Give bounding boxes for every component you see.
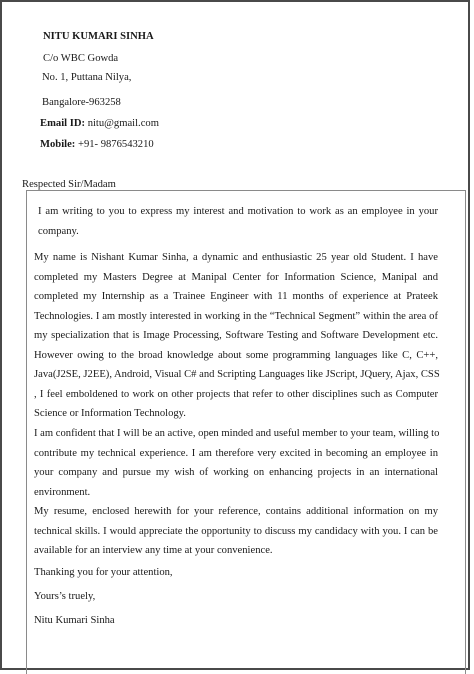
paragraph-line: However owing to the broad knowledge about some programming languages like C, C++,: [34, 349, 438, 361]
sender-mobile: [40, 139, 154, 151]
sender-address-line1: C/o WBC Gowda: [43, 53, 119, 64]
paragraph-line: completed my Internship as a Trainee Engineer with 11 months of experience at Prateek: [34, 291, 438, 302]
sender-name: NITU KUMARI SINHA: [43, 31, 154, 42]
sender-email: [40, 118, 159, 130]
paragraph-background: [34, 248, 438, 424]
paragraph-line: your company and pursue my wish of working on enhancing projects in an international: [34, 467, 438, 478]
paragraph-line: my specialization that is Image Processing, Software Testing and Software Development etc.: [34, 330, 438, 341]
paragraph-line: contribute my technical experience. I am therefore very excited in becoming an employee in: [34, 447, 438, 459]
paragraph-line: technical skills. I would appreciate the opportunity to discuss my candidacy with you. I can be: [34, 525, 438, 537]
paragraph-line: available for an interview any time at your convenience.: [34, 545, 273, 556]
paragraph-line: My name is Nishant Kumar Sinha, a dynamic and enthusiastic 25 year old Student. I have: [34, 252, 438, 263]
paragraph-line: I am confident that I will be an active, open minded and useful member to your team, willing to: [34, 428, 440, 439]
paragraph-line: Technologies. I am mostly interested in working in the “Technical Segment” within the area of: [34, 310, 438, 322]
paragraph-line: completed my Masters Degree at Manipal Center for Information Science, Manipal and: [34, 271, 438, 283]
email-value: nitu@gmail.com: [87, 118, 159, 129]
paragraph-line: environment.: [34, 486, 91, 498]
signature-name: Nitu Kumari Sinha: [34, 615, 115, 626]
salutation: Respected Sir/Madam: [22, 179, 116, 190]
mobile-value: +91- 9876543210: [77, 139, 154, 150]
paragraph-line: My resume, enclosed herewith for your reference, contains additional information on my: [34, 506, 438, 517]
paragraph-line: I am writing to you to express my interest and motivation to work as an employee in your: [38, 206, 438, 217]
closing-thanks: Thanking you for your attention,: [34, 567, 173, 578]
paragraph-line: Science or Information Technology.: [34, 408, 186, 419]
paragraph-line: company.: [38, 225, 79, 237]
paragraph-intro: [38, 202, 438, 241]
email-label: Email ID:: [40, 118, 86, 129]
closing-sign-off: Yours’s truely,: [34, 591, 96, 602]
paragraph-motivation: [34, 424, 438, 561]
paragraph-line: Java(J2SE, J2EE), Android, Visual C# and Scripting Languages like JScript, JQuery, Ajax, CSS: [34, 369, 440, 380]
paragraph-line: , I feel emboldened to work on other projects that refer to other disciplines such as Computer: [34, 388, 438, 400]
mobile-label: Mobile:: [40, 139, 76, 150]
sender-address-line3: Bangalore-963258: [42, 97, 121, 108]
sender-address-line2: No. 1, Puttana Nilya,: [42, 72, 132, 83]
